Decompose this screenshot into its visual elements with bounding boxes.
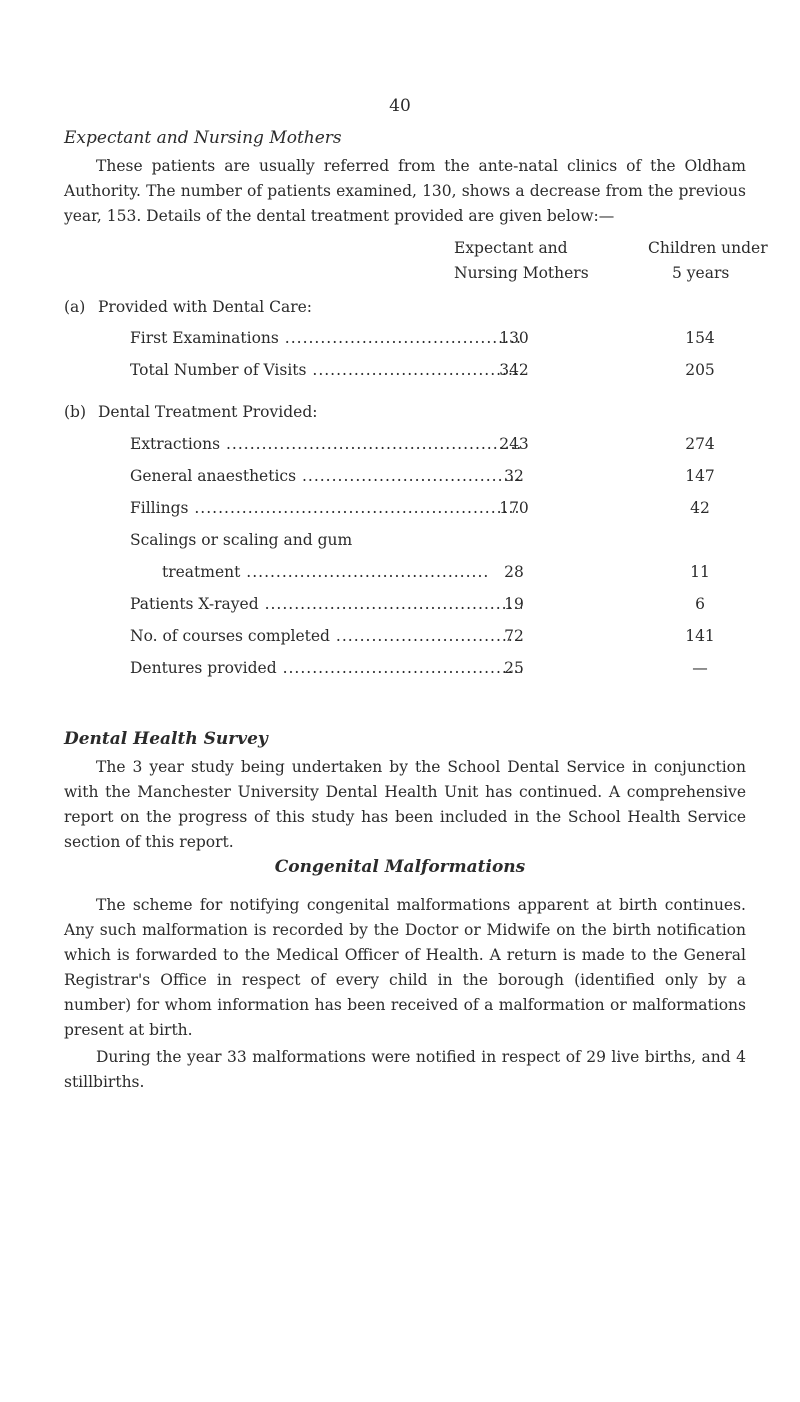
table-row: [0, 595, 800, 619]
row-label: Total Number of Visits .....: [130, 361, 522, 379]
row-value-mothers: 25: [504, 659, 524, 677]
survey-paragraph: The 3 year study being undertaken by the School Dental Service in conjunction with the Manchester University Dental Health Unit has continued. A comprehensive report on the progress of this study has been included in the School Health Service section of this report.: [64, 758, 746, 851]
page-number: 40: [389, 96, 411, 116]
row-label: Fillings .....: [130, 499, 522, 517]
row-value-children: 141: [685, 627, 715, 645]
table-row: [0, 659, 800, 683]
group-a-marker: (a): [64, 298, 86, 316]
row-value-children: 274: [685, 435, 715, 453]
table-row: [0, 627, 800, 651]
malformations-paragraph: The scheme for notifying congenital malformations apparent at birth continues. Any such malformation is recorded by the Doctor or Midwife on the birth notification which is forwarded to the Medical Officer of Health. A return is made to the General Registrar's Office in respect of every child in the borough (identified only by a number) for whom information has been received of a malformation or malformations present at birth.: [64, 896, 746, 1039]
row-value-mothers: 32: [504, 467, 524, 485]
row-label: Extractions .....: [130, 435, 522, 453]
row-label: First Examinations .....: [130, 329, 522, 347]
table-row: [0, 499, 800, 523]
row-label: General anaesthetics .....: [130, 467, 522, 485]
row-label: No. of courses completed .....: [130, 627, 522, 645]
column-header-mothers-line2: Nursing Mothers: [454, 264, 589, 282]
row-value-mothers: 72: [504, 627, 524, 645]
section-heading-expectant-mothers: Expectant and Nursing Mothers: [64, 128, 342, 148]
row-label: Scalings or scaling and gum: [130, 531, 353, 549]
row-value-mothers: 28: [504, 563, 524, 581]
row-value-children: 205: [685, 361, 715, 379]
row-label: Patients X-rayed .....: [130, 595, 522, 613]
row-value-mothers: 130: [499, 329, 529, 347]
row-value-mothers: 342: [499, 361, 529, 379]
section-heading-congenital-malformations: Congenital Malformations: [274, 857, 526, 877]
section-heading-dental-health-survey: Dental Health Survey: [64, 729, 268, 749]
table-row: [0, 329, 800, 353]
row-label: Dentures provided .....: [130, 659, 522, 677]
column-header-children-line1: Children under: [648, 239, 768, 257]
row-value-children: —: [692, 659, 708, 677]
row-value-children: 147: [685, 467, 715, 485]
row-value-mothers: 170: [499, 499, 529, 517]
table-row: [0, 467, 800, 491]
column-header-mothers-line1: Expectant and: [454, 239, 568, 257]
group-b-title: Dental Treatment Provided:: [98, 403, 318, 421]
row-label: treatment .....: [162, 563, 490, 581]
group-b-heading: [0, 403, 800, 427]
row-value-mothers: 19: [504, 595, 524, 613]
row-value-children: 11: [690, 563, 710, 581]
row-value-children: 42: [690, 499, 710, 517]
table-row: [0, 361, 800, 385]
table-row: [0, 435, 800, 459]
group-a-title: Provided with Dental Care:: [98, 298, 313, 316]
table-row: [0, 563, 800, 587]
row-value-children: 6: [695, 595, 705, 613]
group-b-marker: (b): [64, 403, 87, 421]
intro-paragraph: These patients are usually referred from the ante-natal clinics of the Oldham Authority. The number of patients examined, 130, shows a decrease from the previous year, 153. Details of the dental treatment provided are given below:—: [64, 157, 746, 225]
malformations-count-paragraph: During the year 33 malformations were notified in respect of 29 live births, and 4 stillbirths.: [64, 1048, 746, 1091]
column-header-children-line2: 5 years: [672, 264, 730, 282]
table-row: [0, 531, 800, 555]
row-value-children: 154: [685, 329, 715, 347]
group-a-heading: [0, 298, 800, 322]
row-value-mothers: 243: [499, 435, 529, 453]
